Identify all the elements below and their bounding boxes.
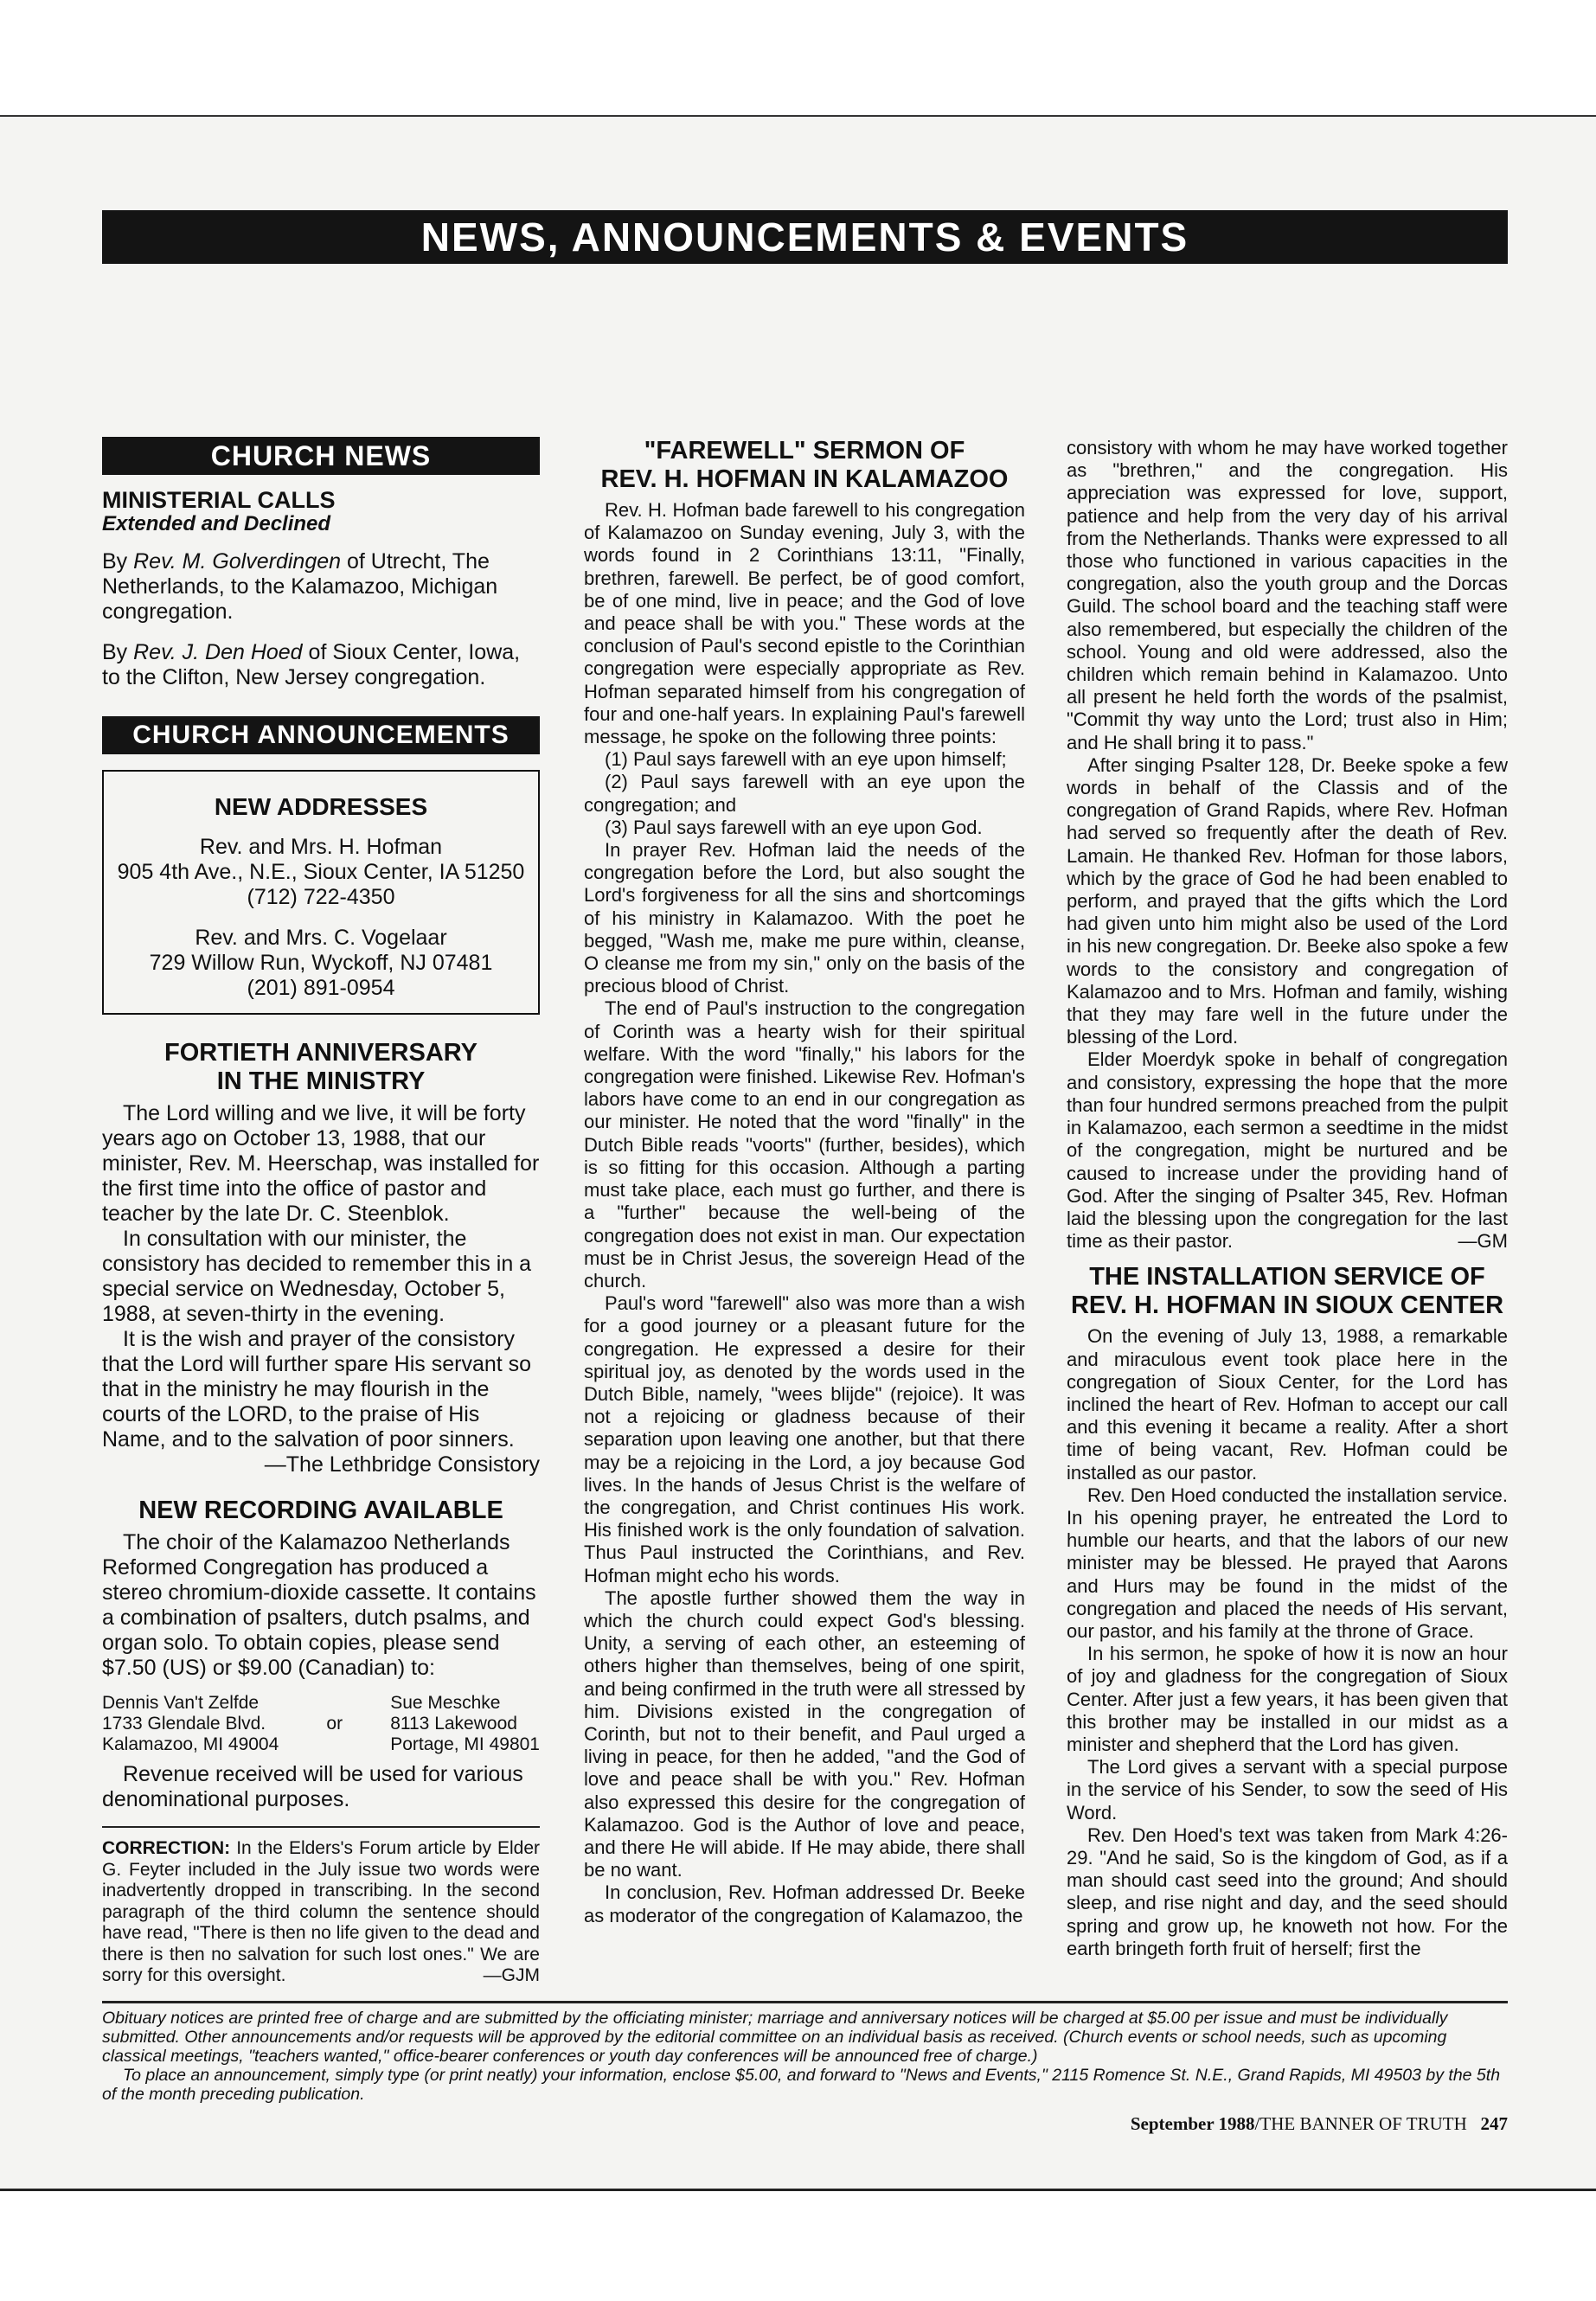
address-name: Rev. and Mrs. C. Vogelaar <box>195 926 447 951</box>
page-number: 247 <box>1480 2113 1508 2134</box>
anniversary-paragraph: It is the wish and prayer of the consistory that the Lord will further spare His servant so that in the ministry he may flourish in the courts of the LORD, to the praise of His Name, and to the salvation of poor sinners. <box>102 1327 532 1452</box>
church-news-band: CHURCH NEWS <box>102 437 540 475</box>
issue-date: September 1988 <box>1130 2113 1255 2134</box>
installation-paragraph: Rev. Den Hoed conducted the installation service. In his opening prayer, he entreated the Lord to humble our hearts, and that the labors of our new minister may be blessed. He prayed that Aarons and Hurs may be found in the midst of the congregation and placed the needs of His servant, our pastor, and his family at the throne of Grace. <box>1067 1484 1508 1642</box>
ministerial-calls-heading: MINISTERIAL CALLS <box>102 487 336 513</box>
address-street: 905 4th Ave., N.E., Sioux Center, IA 51250 <box>117 860 525 885</box>
installation-paragraph: Rev. Den Hoed's text was taken from Mark 4:26-29. "And he said, So is the kingdom of God, as if a man should cast seed into the ground; And should sleep, and rise night and day, and the seed should spring and grow up, he knoweth not how. For the earth bringeth forth fruit of herself; first the <box>1067 1823 1508 1959</box>
address-phone: (201) 891-0954 <box>247 976 395 1001</box>
footer-note-text: Obituary notices are printed free of charge and are submitted by the officiating minister; marriage and anniversary notices will be charged at $5.00 per issue and must be individually submitted. Other announcements and/or requests will be approved by the editorial committee on an individual basis as received. (Church events or school needs, such as upcoming classical meetings, "teachers wanted," office-bearer conferences or youth day conferences will be announced free of charge.) <box>102 2009 1448 2066</box>
farewell-paragraph: After singing Psalter 128, Dr. Beeke spoke a few words in behalf of the Classis and of the congregation of Grand Rapids, where Rev. Hofman had served so frequently after the death of Rev. Lamain. He thanked Rev. Hofman for those labors, which by the grace of God he had been enabled to perform, and prayed that the gifts which the Lord had given unto him might also be used of the Lord in his new congregation. Dr. Beeke also spoke a few words to the consistory and congregation of Kalamazoo and to Mrs. Hofman and family, wishing that they may fare well in the future under the blessing of the Lord. <box>1067 753 1508 1048</box>
installation-paragraph: In his sermon, he spoke of how it is now an hour of joy and gladness for the congregation of Sioux Center. After just a few years, it has been given that this brother may be installed in our midst as a minister and shepherd that the Lord has given. <box>1067 1643 1508 1755</box>
divider <box>102 1826 540 1828</box>
farewell-paragraph: Elder Moerdyk spoke in behalf of congregation and consistory, expressing the hope that the more than four hundred sermons preached from the pulpit in Kalamazoo, each sermon a seedtime in the midst of the congregation, might be nurtured and be caused to increase under the providing hand of God. After the singing of Psalter 345, Rev. Hofman laid the blessing upon the congregation for the last time as their pastor. —GM <box>1067 1048 1508 1253</box>
farewell-paragraph: In conclusion, Rev. Hofman addressed Dr. Beeke as moderator of the congregation of Kalamazoo, the <box>584 1881 1025 1926</box>
footer-rule <box>102 2001 1508 2003</box>
recording-heading: NEW RECORDING AVAILABLE <box>138 1497 503 1525</box>
farewell-paragraph: consistory with whom he may have worked together as "brethren," and the congregation. His appreciation was expressed for love, support, patience and help from the very day of his arrival from the Netherlands. Thanks were expressed to all those who functioned in various capacities in the congregation, also the youth group and the Dorcas Guild. The school board and the teaching staff were also remembered, but especially the children of the school. Young and old were addressed, also the children which remain behind in Kalamazoo. Unto all present he held forth the words of the psalmist, "Commit thy way unto the Lord; trust also in Him; and He shall bring it to pass." <box>1067 437 1508 753</box>
anniversary-heading: IN THE MINISTRY <box>216 1067 426 1096</box>
address-or: or <box>326 1714 343 1734</box>
farewell-heading: "FAREWELL" SERMON OF <box>644 437 965 465</box>
farewell-paragraph: In prayer Rev. Hofman laid the needs of the congregation before the Lord, but also sought the Lord's forgiveness for all the sins and shortcomings of his ministry in Kalamazoo. With the poet he begged, "Wash me, make me pure within, cleanse, O cleanse me from my sin," only on the basis of the precious blood of Christ. <box>584 839 1025 997</box>
footer-note-text: To place an announcement, simply type (or print neatly) your information, enclose $5.00, and forward to "News and Events," 2115 Romence St. N.E., Grand Rapids, MI 49503 by the 5th of the month preceding publication. <box>102 2066 1501 2104</box>
anniversary-heading: FORTIETH ANNIVERSARY <box>164 1039 478 1067</box>
farewell-heading: REV. H. HOFMAN IN KALAMAZOO <box>600 465 1009 493</box>
farewell-paragraph: The end of Paul's instruction to the congregation of Corinth was a hearty wish for their spiritual welfare. With the word "finally," his labors for the congregation were finished. Likewise Rev. Hofman's labors have come to an end in our congregation as our minister. He noted that the word "finally" in the Dutch Bible reads "voorts" (further, besides), which is so fitting for this occasion. Although a parting must take place, each must go further, and there is a "further" because the well-being of the congregation does not exist in man. Our expectation must be in Christ Jesus, the sovereign Head of the church. <box>584 997 1025 1292</box>
anniversary-paragraph: In consultation with our minister, the consistory has decided to remember this in a special service on Wednesday, October 5, 1988, at seven-thirty in the evening. <box>102 1227 532 1327</box>
address-street: 729 Willow Run, Wyckoff, NJ 07481 <box>149 951 493 976</box>
call-item: By Rev. M. Golverdingen of Utrecht, The Netherlands, to the Kalamazoo, Michigan congregation. <box>102 549 498 625</box>
installation-paragraph: The Lord gives a servant with a special purpose in the service of his Sender, to sow the seed of His Word. <box>1067 1756 1508 1823</box>
recording-paragraph: The choir of the Kalamazoo Netherlands Reformed Congregation has produced a stereo chromium-dioxide cassette. It contains a combination of psalters, dutch psalms, and organ solo. To obtain copies, please send $7.50 (US) or $9.00 (Canadian) to: <box>102 1530 536 1681</box>
farewell-signature: —GM <box>1458 1230 1508 1253</box>
church-announcements-band: CHURCH ANNOUNCEMENTS <box>102 716 540 754</box>
farewell-paragraph: The apostle further showed them the way in which the church could expect God's blessing. Unity, a serving of each other, an esteeming of others higher than themselves, being of one spirit, and being confirmed in the truth were all stressed by him. Divisions existed in the congregation of Corinth, but not to their benefit, and Paul urged a living in peace, for then he added, "and the God of love and peace shall be with you." Rev. Hofman also expressed this desire for the congregation of Kalamazoo. God is the Author of love and peace, and there He will abide. If He may abide, there shall be no want. <box>584 1586 1025 1881</box>
column-left <box>102 437 540 1987</box>
list-item: (1) Paul says farewell with an eye upon himself; <box>605 748 1007 771</box>
section-masthead: NEWS, ANNOUNCEMENTS & EVENTS <box>102 210 1508 264</box>
list-item: (2) Paul says farewell with an eye upon the congregation; and <box>584 771 1025 816</box>
installation-heading: REV. H. HOFMAN IN SIOUX CENTER <box>1070 1292 1504 1320</box>
installation-paragraph: On the evening of July 13, 1988, a remarkable and miraculous event took place here in the congregation of Sioux Center, for the Lord has inclined the heart of Rev. Hofman to accept our call and this evening it became a reality. After a short time of being vacant, Rev. Hofman could be installed as our pastor. <box>1067 1325 1508 1484</box>
recording-paragraph: Revenue received will be used for various denominational purposes. <box>102 1762 523 1812</box>
address-phone: (712) 722-4350 <box>247 885 395 910</box>
address-left: Dennis Van't Zelfde 1733 Glendale Blvd. Kalamazoo, MI 49004 <box>102 1693 279 1755</box>
publication-name: /THE BANNER OF TRUTH <box>1254 2113 1467 2134</box>
installation-heading: THE INSTALLATION SERVICE OF <box>1089 1263 1485 1292</box>
call-item: By Rev. J. Den Hoed of Sioux Center, Iowa, to the Clifton, New Jersey congregation. <box>102 640 521 690</box>
new-addresses-box <box>102 770 540 1015</box>
farewell-paragraph: Paul's word "farewell" also was more than a wish for a good journey or a pleasant future for the congregation. He expressed a desire for their spiritual joy, as denoted by the words used in the Dutch Bible, namely, "wees blijde" (rejoice). It was not a rejoicing or gladness because of their separation upon leaving one another, but that there may be a rejoicing in the Lord, a joy because God lives. In the hands of Jesus Christ is the welfare of the congregation, and Christ continues His work. His finished work is the only foundation of salvation. Thus Paul instructed the Corinthians, and Rev. Hofman might echo his words. <box>584 1292 1025 1586</box>
recording-addresses <box>102 1693 540 1755</box>
page-folio <box>102 2113 1508 2135</box>
farewell-paragraph: Rev. H. Hofman bade farewell to his congregation of Kalamazoo on Sunday evening, July 3, with the words found in 2 Corinthians 13:11, "Finally, brethren, farewell. Be perfect, be of good comfort, be of one mind, live in peace; and the God of love and peace shall be with you." These words at the conclusion of Paul's second epistle to the Corinthian congregation were especially appropriate as Rev. Hofman separated himself from his congregation of four and one-half years. In explaining Paul's farewell message, he spoke on the following three points: <box>584 499 1025 748</box>
footer-note <box>102 2009 1508 2104</box>
column-middle <box>584 437 1025 1927</box>
anniversary-paragraph: The Lord willing and we live, it will be forty years ago on October 13, 1988, that our minister, Rev. M. Heerschap, was installed for the first time into the office of pastor and teacher by the late Dr. C. Steenblok. <box>102 1101 540 1227</box>
farewell-points <box>584 748 1025 839</box>
new-addresses-heading: NEW ADDRESSES <box>214 793 428 821</box>
address-right: Sue Meschke 8113 Lakewood Portage, MI 49801 <box>390 1693 540 1755</box>
ministerial-calls-subheading: Extended and Declined <box>102 512 331 535</box>
address-name: Rev. and Mrs. H. Hofman <box>199 835 443 860</box>
anniversary-signature: —The Lethbridge Consistory <box>264 1452 540 1477</box>
correction-note: CORRECTION: In the Elders's Forum article by Elder G. Feyter included in the July issue two words were inadvertently dropped in transcribing. In the second paragraph of the third column the sentence should have read, "There is then no life given to the dead and there is then no salvation for such lost ones." We are sorry for this oversight. —GJM <box>102 1838 540 1986</box>
list-item: (3) Paul says farewell with an eye upon God. <box>605 816 983 838</box>
column-right <box>1067 437 1508 1960</box>
